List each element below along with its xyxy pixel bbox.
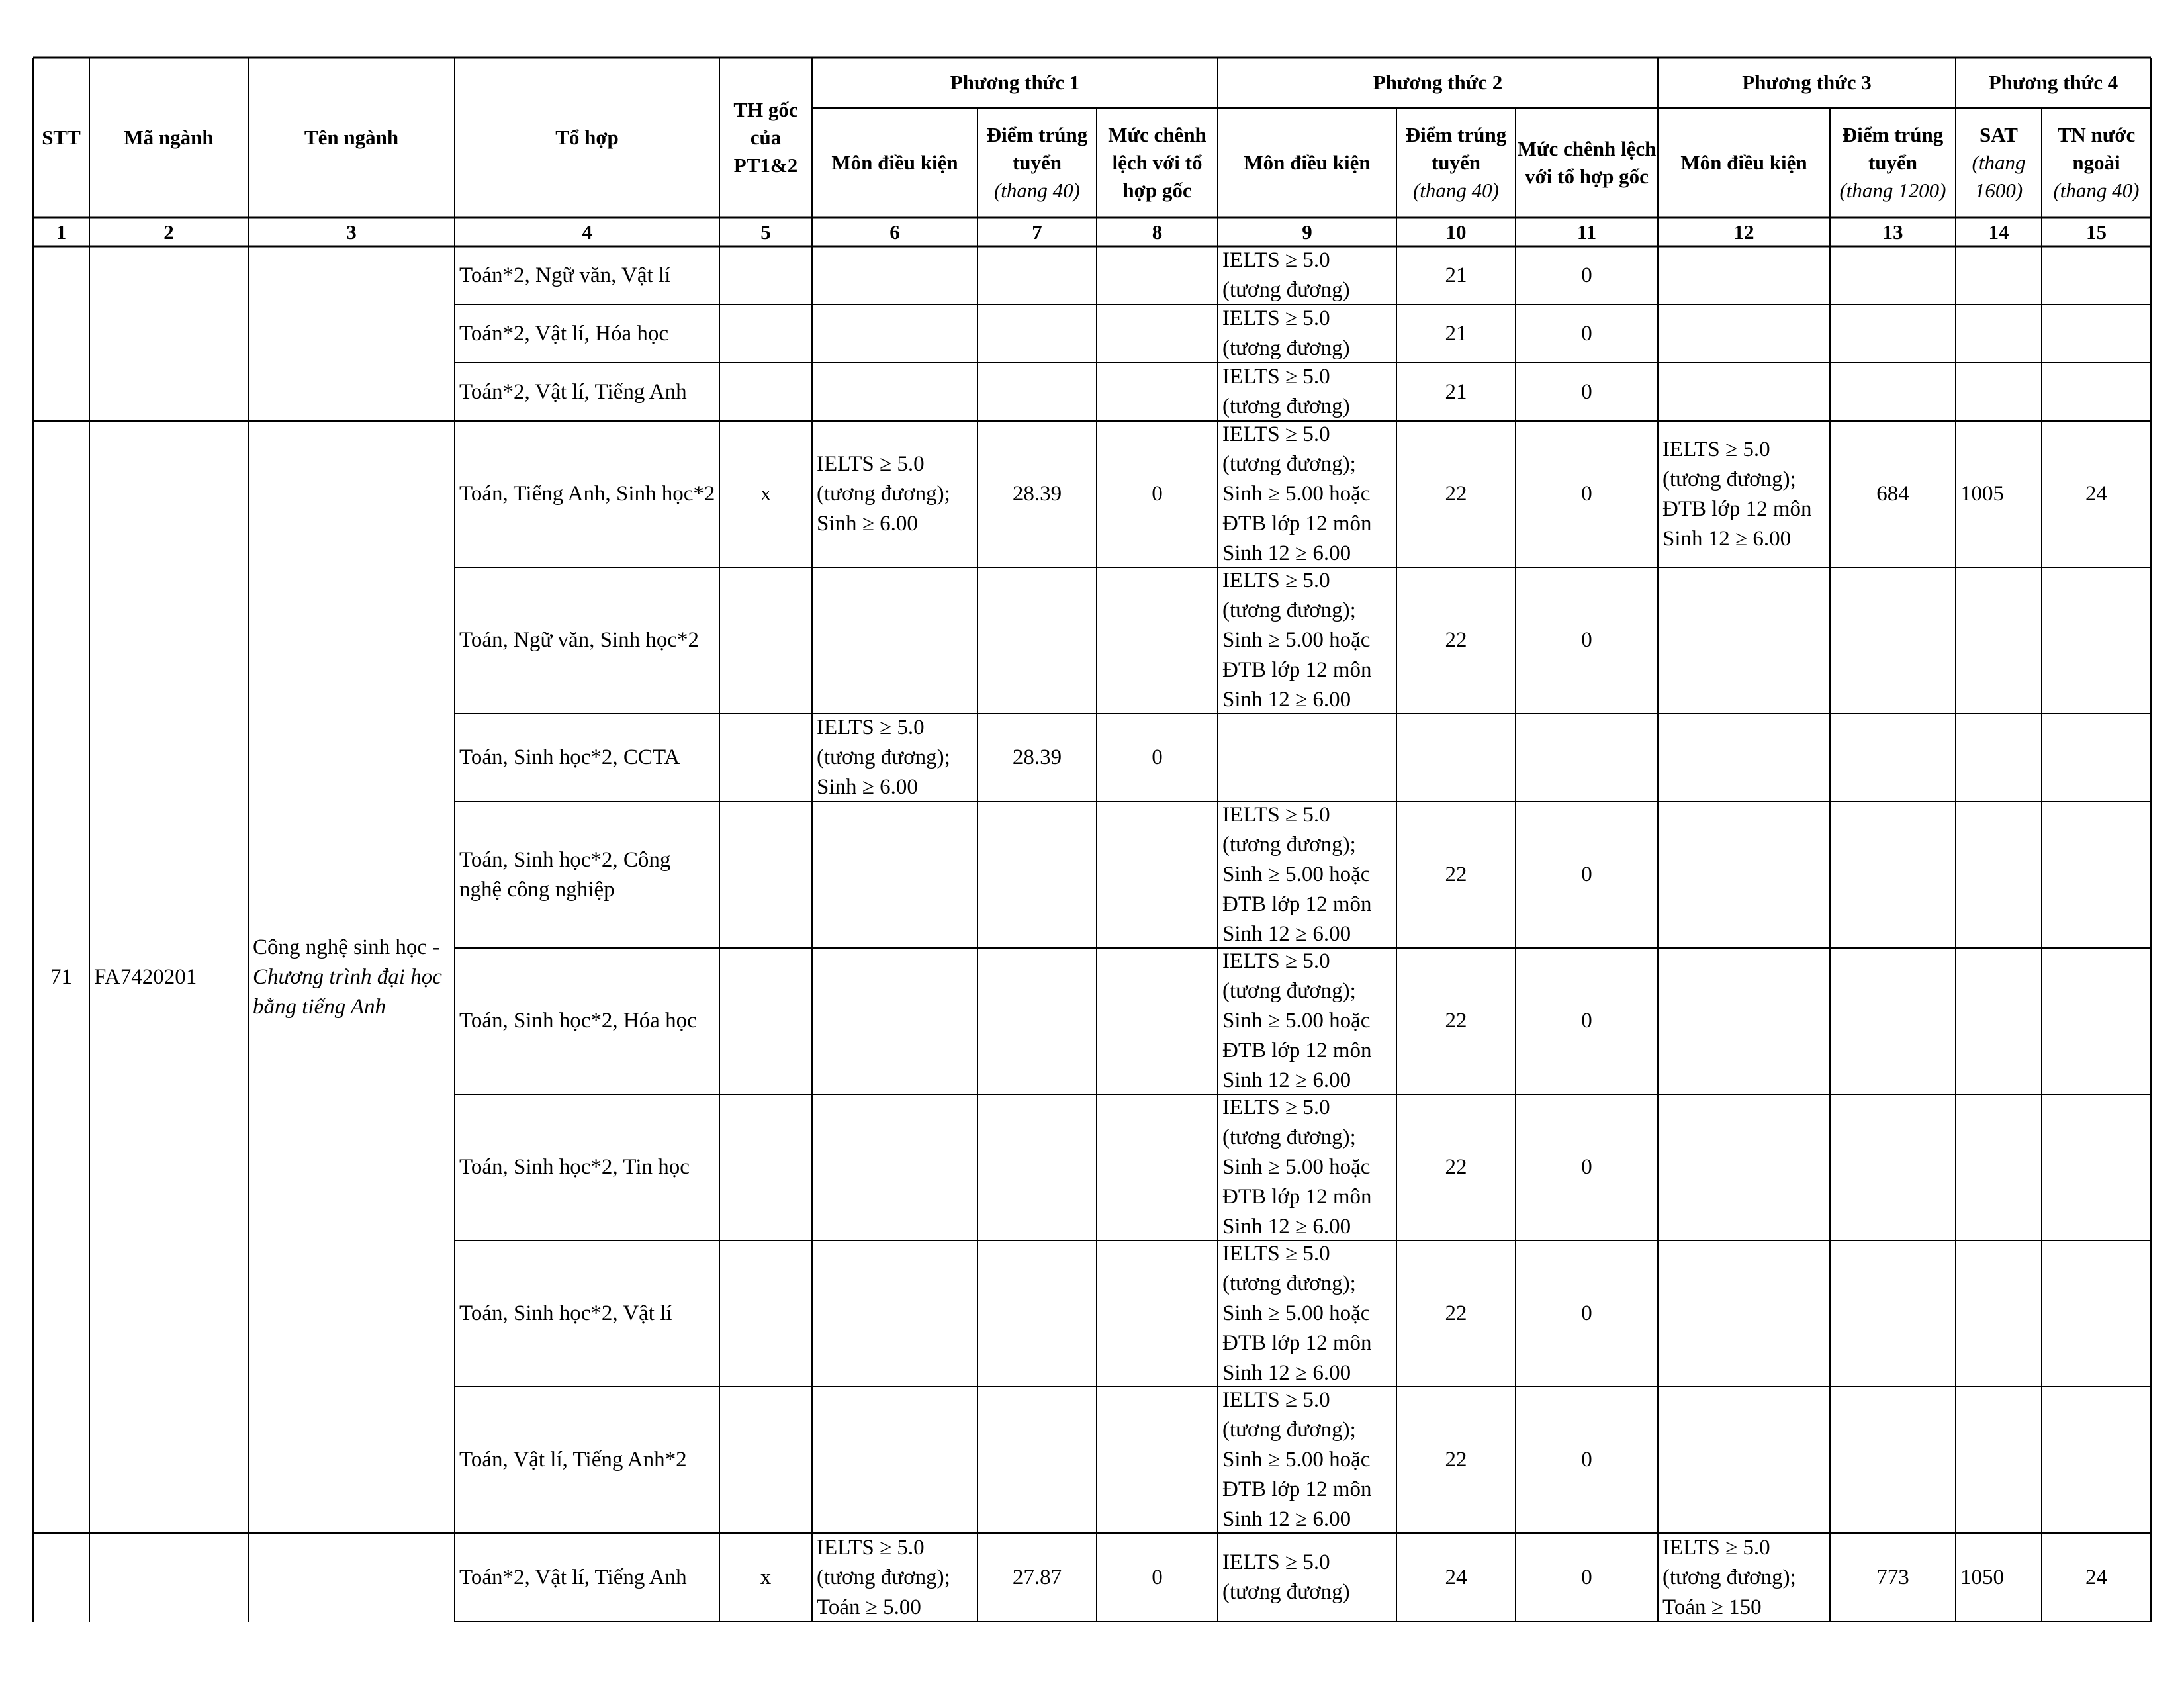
header-ma-nganh-label: Mã ngành: [124, 126, 214, 149]
column-number-label: 5: [760, 220, 771, 244]
column-number-label: 6: [889, 220, 900, 244]
pt3-mon-dieu-kien: [1658, 714, 1830, 802]
column-number-label: 9: [1302, 220, 1312, 244]
header-sat-thang: (thang 1600): [1972, 151, 2026, 202]
pt3-diem: [1830, 363, 1956, 421]
to-hop: [455, 246, 719, 305]
pt3-mon-dieu-kien: [1658, 246, 1830, 305]
pt2-diem-value: 21: [1445, 379, 1467, 404]
pt1-diem: [978, 802, 1097, 948]
to-hop-value: Toán, Vật lí, Tiếng Anh*2: [459, 1448, 687, 1472]
column-number: [33, 218, 89, 246]
to-hop: [455, 1533, 719, 1622]
pt2-chenh-lech: [1516, 1387, 1658, 1533]
header-tn-label: TN nước ngoài: [2057, 123, 2136, 174]
pt1-mon-dieu-kien: [812, 567, 978, 714]
pt2-diem: [1396, 802, 1516, 948]
pt1-chenh-lech: [1097, 714, 1218, 802]
pt2-chenh-lech: [1516, 1094, 1658, 1241]
tn-score: [2042, 1241, 2151, 1387]
pt2-chenh-lech-value: 0: [1581, 1301, 1592, 1325]
pt2-chenh-lech: [1516, 714, 1658, 802]
pt1-chenh-lech: [1097, 246, 1218, 305]
column-number-label: 2: [163, 220, 174, 244]
column-number: [1218, 218, 1396, 246]
th-goc: [719, 714, 812, 802]
header-pt1-diem-label: Điểm trúng tuyển: [986, 123, 1088, 174]
column-number: [1097, 218, 1218, 246]
pt3-diem: [1830, 305, 1956, 363]
pt1-diem: [978, 1533, 1097, 1622]
pt2-mon-dieu-kien-value: IELTS ≥ 5.0 (tương đương): [1222, 306, 1350, 360]
pt2-mon-dieu-kien: [1218, 567, 1396, 714]
pt1-chenh-lech: [1097, 1241, 1218, 1387]
sat-score: [1956, 948, 2042, 1094]
pt3-mon-dieu-kien: [1658, 363, 1830, 421]
th-goc: [719, 948, 812, 1094]
to-hop-value: Toán, Ngữ văn, Sinh học*2: [459, 628, 700, 652]
pt2-mon-dieu-kien: [1218, 948, 1396, 1094]
tn-score-value: 24: [2085, 1565, 2107, 1589]
pt1-diem: [978, 305, 1097, 363]
pt2-chenh-lech-value: 0: [1581, 263, 1592, 287]
pt3-mon-dieu-kien: [1658, 1387, 1830, 1533]
pt1-diem: [978, 1241, 1097, 1387]
pt2-chenh-lech: [1516, 305, 1658, 363]
pt2-diem-value: 22: [1445, 1448, 1467, 1472]
pt2-mon-dieu-kien-value: IELTS ≥ 5.0 (tương đương); Sinh ≥ 5.00 hoặc ĐTB lớp 12 môn Sinh 12 ≥ 6.00: [1222, 422, 1372, 565]
pt2-diem: [1396, 1533, 1516, 1622]
pt1-diem: [978, 714, 1097, 802]
pt3-mon-dieu-kien-value: IELTS ≥ 5.0 (tương đương); ĐTB lớp 12 môn Sinh 12 ≥ 6.00: [1662, 437, 1812, 551]
header-stt: [33, 58, 89, 218]
pt1-chenh-lech: [1097, 567, 1218, 714]
column-number: [1658, 218, 1830, 246]
pt2-diem-value: 22: [1445, 1009, 1467, 1033]
column-number: [1516, 218, 1658, 246]
header-pt2-diem: [1396, 108, 1516, 218]
sat-score: [1956, 246, 2042, 305]
to-hop-value: Toán, Sinh học*2, Vật lí: [459, 1301, 672, 1325]
header-pt2-mon-dieu-kien-label: Môn điều kiện: [1244, 151, 1371, 174]
header-sat-label: SAT: [1979, 123, 2018, 146]
to-hop-value: Toán*2, Ngữ văn, Vật lí: [459, 263, 671, 287]
pt2-chenh-lech-value: 0: [1581, 482, 1592, 506]
header-phuong-thuc-4: [1956, 58, 2151, 108]
column-number: [248, 218, 455, 246]
pt1-diem-value: 28.39: [1012, 745, 1062, 769]
pt2-mon-dieu-kien-value: IELTS ≥ 5.0 (tương đương): [1222, 248, 1350, 302]
to-hop-value: Toán*2, Vật lí, Tiếng Anh: [459, 379, 687, 404]
pt1-chenh-lech-value: 0: [1152, 482, 1163, 506]
pt2-chenh-lech-value: 0: [1581, 863, 1592, 886]
header-phuong-thuc-3: [1658, 58, 1956, 108]
pt1-mon-dieu-kien: [812, 305, 978, 363]
ten-nganh-value: Công nghệ sinh học -: [253, 935, 440, 959]
to-hop-value: Toán, Sinh học*2, Tin học: [459, 1155, 690, 1179]
column-number-label: 10: [1445, 220, 1467, 244]
to-hop-value: Toán*2, Vật lí, Tiếng Anh: [459, 1565, 687, 1589]
pt2-chenh-lech-value: 0: [1581, 628, 1592, 652]
header-stt-label: STT: [42, 126, 81, 149]
pt2-chenh-lech-value: 0: [1581, 1448, 1592, 1472]
header-phuong-thuc-2-label: Phương thức 2: [1373, 71, 1503, 94]
pt1-mon-dieu-kien: [812, 1533, 978, 1622]
to-hop: [455, 305, 719, 363]
pt1-chenh-lech: [1097, 1387, 1218, 1533]
pt2-diem-value: 22: [1445, 863, 1467, 886]
column-number-label: 13: [1882, 220, 1903, 244]
pt2-mon-dieu-kien: [1218, 1094, 1396, 1241]
ten-nganh-cell: [248, 421, 455, 1533]
header-pt1-thang: (thang 40): [993, 179, 1080, 202]
header-pt2-chenh-lech-label: Mức chênh lệch với tổ hợp gốc: [1517, 137, 1657, 188]
pt2-diem-value: 21: [1445, 263, 1467, 287]
pt2-chenh-lech-value: 0: [1581, 1009, 1592, 1033]
to-hop: [455, 567, 719, 714]
header-phuong-thuc-2: [1218, 58, 1658, 108]
pt2-diem: [1396, 246, 1516, 305]
pt1-mon-dieu-kien: [812, 363, 978, 421]
pt2-mon-dieu-kien: [1218, 802, 1396, 948]
pt1-diem-value: 28.39: [1012, 482, 1062, 506]
pt2-diem-value: 22: [1445, 1301, 1467, 1325]
column-number-label: 12: [1733, 220, 1754, 244]
tn-score: [2042, 1387, 2151, 1533]
th-goc-value: x: [760, 1565, 772, 1589]
pt2-mon-dieu-kien: [1218, 714, 1396, 802]
pt1-mon-dieu-kien: [812, 1241, 978, 1387]
sat-score: [1956, 421, 2042, 567]
column-number: [2042, 218, 2151, 246]
pt1-chenh-lech: [1097, 802, 1218, 948]
sat-score: [1956, 305, 2042, 363]
to-hop: [455, 1094, 719, 1241]
tn-score: [2042, 246, 2151, 305]
column-number-label: 15: [2086, 220, 2107, 244]
th-goc: [719, 363, 812, 421]
column-number: [1956, 218, 2042, 246]
to-hop-value: Toán, Sinh học*2, Công nghệ công nghiệp: [459, 847, 671, 902]
pt3-diem: [1830, 567, 1956, 714]
pt2-diem: [1396, 948, 1516, 1094]
header-phuong-thuc-3-label: Phương thức 3: [1742, 71, 1872, 94]
pt2-chenh-lech: [1516, 421, 1658, 567]
pt2-mon-dieu-kien-value: IELTS ≥ 5.0 (tương đương); Sinh ≥ 5.00 hoặc ĐTB lớp 12 môn Sinh 12 ≥ 6.00: [1222, 569, 1372, 712]
column-number: [455, 218, 719, 246]
th-goc: [719, 802, 812, 948]
header-to-hop-label: Tổ hợp: [555, 126, 619, 149]
pt1-chenh-lech-value: 0: [1152, 745, 1163, 769]
pt3-mon-dieu-kien: [1658, 948, 1830, 1094]
to-hop-value: Toán, Sinh học*2, CCTA: [459, 745, 680, 769]
pt3-diem: [1830, 421, 1956, 567]
header-ten-nganh-label: Tên ngành: [304, 126, 399, 149]
pt3-diem: [1830, 246, 1956, 305]
th-goc: [719, 1241, 812, 1387]
to-hop: [455, 948, 719, 1094]
pt2-mon-dieu-kien: [1218, 246, 1396, 305]
th-goc: [719, 1387, 812, 1533]
pt1-diem: [978, 948, 1097, 1094]
header-pt3-thang: (thang 1200): [1839, 179, 1946, 202]
ten-nganh-program: Chương trình đại học bằng tiếng Anh: [253, 964, 442, 1019]
tn-score: [2042, 948, 2151, 1094]
pt2-chenh-lech: [1516, 802, 1658, 948]
to-hop: [455, 363, 719, 421]
th-goc: [719, 1533, 812, 1622]
tn-score: [2042, 1533, 2151, 1622]
header-ma-nganh: [89, 58, 248, 218]
pt2-chenh-lech-value: 0: [1581, 1565, 1592, 1589]
ma-nganh-value: FA7420201: [94, 964, 197, 989]
pt3-diem: [1830, 1094, 1956, 1241]
header-pt3-mon-dieu-kien-label: Môn điều kiện: [1680, 151, 1807, 174]
pt3-mon-dieu-kien: [1658, 1241, 1830, 1387]
pt2-mon-dieu-kien: [1218, 421, 1396, 567]
header-pt2-mon-dieu-kien: [1218, 108, 1396, 218]
header-th-goc-label: TH gốc của PT1&2: [733, 98, 798, 177]
pt3-mon-dieu-kien: [1658, 421, 1830, 567]
sat-score: [1956, 802, 2042, 948]
pt1-diem-value: 27.87: [1012, 1565, 1062, 1589]
pt3-diem: [1830, 802, 1956, 948]
th-goc-value: x: [760, 482, 772, 506]
column-number: [978, 218, 1097, 246]
header-phuong-thuc-1-label: Phương thức 1: [950, 71, 1080, 94]
pt2-chenh-lech: [1516, 363, 1658, 421]
column-number-label: 8: [1152, 220, 1163, 244]
pt3-mon-dieu-kien-value: IELTS ≥ 5.0 (tương đương); Toán ≥ 150: [1662, 1535, 1796, 1619]
pt3-diem: [1830, 948, 1956, 1094]
pt2-chenh-lech: [1516, 1533, 1658, 1622]
pt2-diem-value: 24: [1445, 1565, 1467, 1589]
th-goc: [719, 305, 812, 363]
to-hop-value: Toán, Tiếng Anh, Sinh học*2: [459, 482, 715, 506]
column-number: [1396, 218, 1516, 246]
tn-score-value: 24: [2085, 482, 2107, 506]
pt3-diem: [1830, 1533, 1956, 1622]
column-number-label: 3: [346, 220, 357, 244]
pt1-mon-dieu-kien: [812, 1387, 978, 1533]
header-pt1-diem: [978, 108, 1097, 218]
pt1-mon-dieu-kien: [812, 802, 978, 948]
header-pt3-mon-dieu-kien: [1658, 108, 1830, 218]
pt3-diem: [1830, 1387, 1956, 1533]
pt2-mon-dieu-kien: [1218, 1387, 1396, 1533]
tn-score: [2042, 567, 2151, 714]
sat-score: [1956, 1241, 2042, 1387]
pt1-diem: [978, 1094, 1097, 1241]
pt1-mon-dieu-kien-value: IELTS ≥ 5.0 (tương đương); Sinh ≥ 6.00: [817, 716, 950, 799]
pt2-diem: [1396, 363, 1516, 421]
pt2-chenh-lech: [1516, 567, 1658, 714]
pt2-diem-value: 21: [1445, 321, 1467, 346]
tn-score: [2042, 714, 2151, 802]
pt3-diem: [1830, 714, 1956, 802]
to-hop: [455, 802, 719, 948]
pt1-chenh-lech: [1097, 948, 1218, 1094]
column-number: [719, 218, 812, 246]
tn-score: [2042, 1094, 2151, 1241]
header-pt2-thang: (thang 40): [1412, 179, 1499, 202]
pt2-mon-dieu-kien-value: IELTS ≥ 5.0 (tương đương); Sinh ≥ 5.00 hoặc ĐTB lớp 12 môn Sinh 12 ≥ 6.00: [1222, 949, 1372, 1092]
header-pt1-mon-dieu-kien: [812, 108, 978, 218]
pt1-mon-dieu-kien: [812, 714, 978, 802]
pt2-diem-value: 22: [1445, 628, 1467, 652]
pt2-diem: [1396, 421, 1516, 567]
pt2-diem-value: 22: [1445, 482, 1467, 506]
header-pt3-diem: [1830, 108, 1956, 218]
pt2-chenh-lech: [1516, 948, 1658, 1094]
pt1-mon-dieu-kien: [812, 421, 978, 567]
sat-score: [1956, 1387, 2042, 1533]
header-pt2-diem-label: Điểm trúng tuyển: [1405, 123, 1507, 174]
th-goc: [719, 246, 812, 305]
header-phuong-thuc-4-label: Phương thức 4: [1988, 71, 2118, 94]
pt2-mon-dieu-kien-value: IELTS ≥ 5.0 (tương đương); Sinh ≥ 5.00 hoặc ĐTB lớp 12 môn Sinh 12 ≥ 6.00: [1222, 1096, 1372, 1239]
pt1-chenh-lech: [1097, 1533, 1218, 1622]
header-th-goc: [719, 58, 812, 218]
pt3-diem-value: 684: [1876, 482, 1909, 506]
pt2-chenh-lech-value: 0: [1581, 1155, 1592, 1179]
header-tn-thang: (thang 40): [2053, 179, 2140, 202]
pt1-chenh-lech: [1097, 421, 1218, 567]
header-pt1-mon-dieu-kien-label: Môn điều kiện: [831, 151, 958, 174]
pt2-chenh-lech-value: 0: [1581, 321, 1592, 346]
pt2-diem: [1396, 1094, 1516, 1241]
column-number-label: 4: [582, 220, 592, 244]
column-number-label: 7: [1032, 220, 1042, 244]
pt1-mon-dieu-kien: [812, 948, 978, 1094]
sat-score: [1956, 1533, 2042, 1622]
tn-score: [2042, 802, 2151, 948]
pt2-mon-dieu-kien-value: IELTS ≥ 5.0 (tương đương); Sinh ≥ 5.00 hoặc ĐTB lớp 12 môn Sinh 12 ≥ 6.00: [1222, 803, 1372, 946]
pt1-mon-dieu-kien: [812, 246, 978, 305]
to-hop: [455, 714, 719, 802]
pt1-diem: [978, 567, 1097, 714]
pt1-chenh-lech-value: 0: [1152, 1565, 1163, 1589]
pt2-diem-value: 22: [1445, 1155, 1467, 1179]
pt3-mon-dieu-kien: [1658, 1094, 1830, 1241]
pt1-mon-dieu-kien-value: IELTS ≥ 5.0 (tương đương); Sinh ≥ 6.00: [817, 452, 950, 536]
pt1-diem: [978, 246, 1097, 305]
pt2-mon-dieu-kien: [1218, 363, 1396, 421]
column-number-label: 11: [1576, 220, 1597, 244]
pt2-mon-dieu-kien: [1218, 1241, 1396, 1387]
pt2-diem: [1396, 1387, 1516, 1533]
column-number-label: 1: [56, 220, 67, 244]
pt2-mon-dieu-kien-value: IELTS ≥ 5.0 (tương đương); Sinh ≥ 5.00 hoặc ĐTB lớp 12 môn Sinh 12 ≥ 6.00: [1222, 1242, 1372, 1385]
pt1-diem: [978, 363, 1097, 421]
pt2-chenh-lech: [1516, 246, 1658, 305]
header-tn: [2042, 108, 2151, 218]
header-pt3-diem-label: Điểm trúng tuyển: [1842, 123, 1944, 174]
column-number-label: 14: [1988, 220, 2009, 244]
pt1-mon-dieu-kien: [812, 1094, 978, 1241]
pt2-mon-dieu-kien-value: IELTS ≥ 5.0 (tương đương): [1222, 365, 1350, 418]
pt2-diem: [1396, 714, 1516, 802]
header-phuong-thuc-1: [812, 58, 1218, 108]
to-hop: [455, 1241, 719, 1387]
pt1-mon-dieu-kien-value: IELTS ≥ 5.0 (tương đương); Toán ≥ 5.00: [817, 1535, 950, 1619]
sat-score: [1956, 567, 2042, 714]
pt1-chenh-lech: [1097, 363, 1218, 421]
header-to-hop: [455, 58, 719, 218]
column-number: [89, 218, 248, 246]
pt2-mon-dieu-kien: [1218, 305, 1396, 363]
pt1-chenh-lech: [1097, 305, 1218, 363]
pt3-mon-dieu-kien: [1658, 567, 1830, 714]
th-goc: [719, 567, 812, 714]
pt1-diem: [978, 421, 1097, 567]
header-pt2-chenh-lech: [1516, 108, 1658, 218]
header-sat: [1956, 108, 2042, 218]
column-number: [1830, 218, 1956, 246]
pt3-mon-dieu-kien: [1658, 802, 1830, 948]
stt-cell: [33, 421, 89, 1533]
th-goc: [719, 421, 812, 567]
to-hop-value: Toán*2, Vật lí, Hóa học: [459, 321, 669, 346]
pt3-diem: [1830, 1241, 1956, 1387]
pt2-mon-dieu-kien: [1218, 1533, 1396, 1622]
pt2-diem: [1396, 567, 1516, 714]
to-hop-value: Toán, Sinh học*2, Hóa học: [459, 1009, 697, 1033]
pt3-diem-value: 773: [1876, 1565, 1909, 1589]
tn-score: [2042, 363, 2151, 421]
pt2-mon-dieu-kien-value: IELTS ≥ 5.0 (tương đương); Sinh ≥ 5.00 hoặc ĐTB lớp 12 môn Sinh 12 ≥ 6.00: [1222, 1388, 1372, 1531]
to-hop: [455, 1387, 719, 1533]
sat-score: [1956, 714, 2042, 802]
th-goc: [719, 1094, 812, 1241]
ma-nganh-cell: [89, 421, 248, 1533]
header-ten-nganh: [248, 58, 455, 218]
pt2-mon-dieu-kien-value: IELTS ≥ 5.0 (tương đương): [1222, 1550, 1350, 1604]
to-hop: [455, 421, 719, 567]
header-pt1-chenh-lech: [1097, 108, 1218, 218]
pt1-chenh-lech: [1097, 1094, 1218, 1241]
pt3-mon-dieu-kien: [1658, 305, 1830, 363]
pt1-diem: [978, 1387, 1097, 1533]
sat-score-value: 1005: [1960, 482, 2004, 506]
sat-score-value: 1050: [1960, 1565, 2004, 1589]
header-pt1-chenh-lech-label: Mức chênh lệch với tổ hợp gốc: [1108, 123, 1206, 202]
sat-score: [1956, 363, 2042, 421]
pt3-mon-dieu-kien: [1658, 1533, 1830, 1622]
tn-score: [2042, 421, 2151, 567]
pt2-diem: [1396, 305, 1516, 363]
tn-score: [2042, 305, 2151, 363]
pt2-chenh-lech: [1516, 1241, 1658, 1387]
column-number: [812, 218, 978, 246]
stt-value: 71: [50, 964, 72, 989]
pt2-diem: [1396, 1241, 1516, 1387]
sat-score: [1956, 1094, 2042, 1241]
pt2-chenh-lech-value: 0: [1581, 379, 1592, 404]
